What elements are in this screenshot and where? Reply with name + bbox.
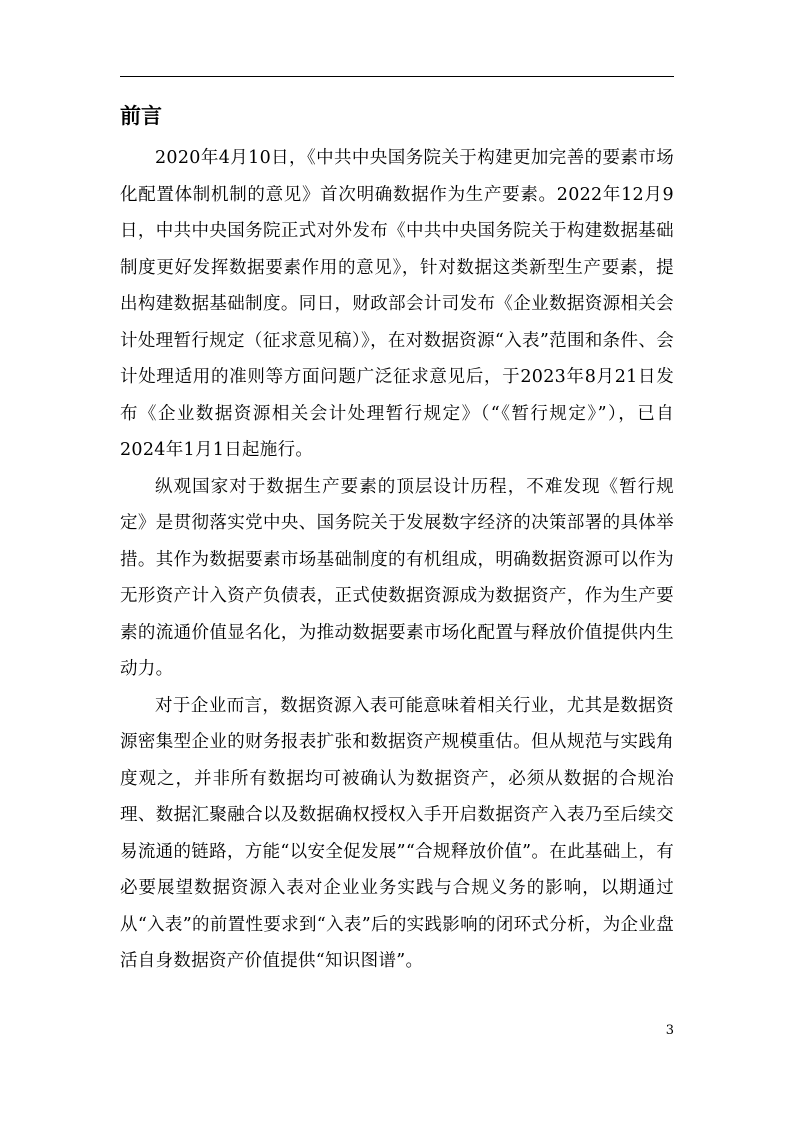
section-heading: 前言 [120, 103, 162, 128]
paragraph-2: 纵观国家对于数据生产要素的顶层设计历程，不难发现《暂行规定》是贯彻落实党中央、国务院关于发展数字经济的决策部署的具体举措。其作为数据要素市场基础制度的有机组成，明确数据资源可以作为无形资产计入资产负债表，正式使数据资源成为数据资产，作为生产要素的流通价值显名化，为推动数据要素市场化配置与释放价值提供内生动力。 [120, 476, 674, 679]
body-text [120, 140, 674, 980]
paragraph-1: 2020年4月10日，《中共中央国务院关于构建更加完善的要素市场化配置体制机制的意见》首次明确数据作为生产要素。2022年12月9日，中共中央国务院正式对外发布《中共中央国务院关于构建数据基础制度更好发挥数据要素作用的意见》，针对数据这类新型生产要素，提出构建数据基础制度。同日，财政部会计司发布《企业数据资源相关会计处理暂行规定（征求意见稿）》，在对数据资源“入表”范围和条件、会计处理适用的准则等方面问题广泛征求意见后，于2023年8月21日发布《企业数据资源相关会计处理暂行规定》（“《暂行规定》”），已自2024年1月1日起施行。 [120, 148, 674, 460]
header-rule [120, 76, 674, 77]
paragraph-3: 对于企业而言，数据资源入表可能意味着相关行业，尤其是数据资源密集型企业的财务报表扩张和数据资产规模重估。但从规范与实践角度观之，并非所有数据均可被确认为数据资产，必须从数据的合规治理、数据汇聚融合以及数据确权授权入手开启数据资产入表乃至后续交易流通的链路，方能“以安全促发展”“合规释放价值”。在此基础上，有必要展望数据资源入表对企业业务实践与合规义务的影响，以期通过从“入表”的前置性要求到“入表”后的实践影响的闭环式分析，为企业盘活自身数据资产价值提供“知识图谱”。 [120, 695, 674, 971]
page-number: 3 [665, 1023, 674, 1038]
